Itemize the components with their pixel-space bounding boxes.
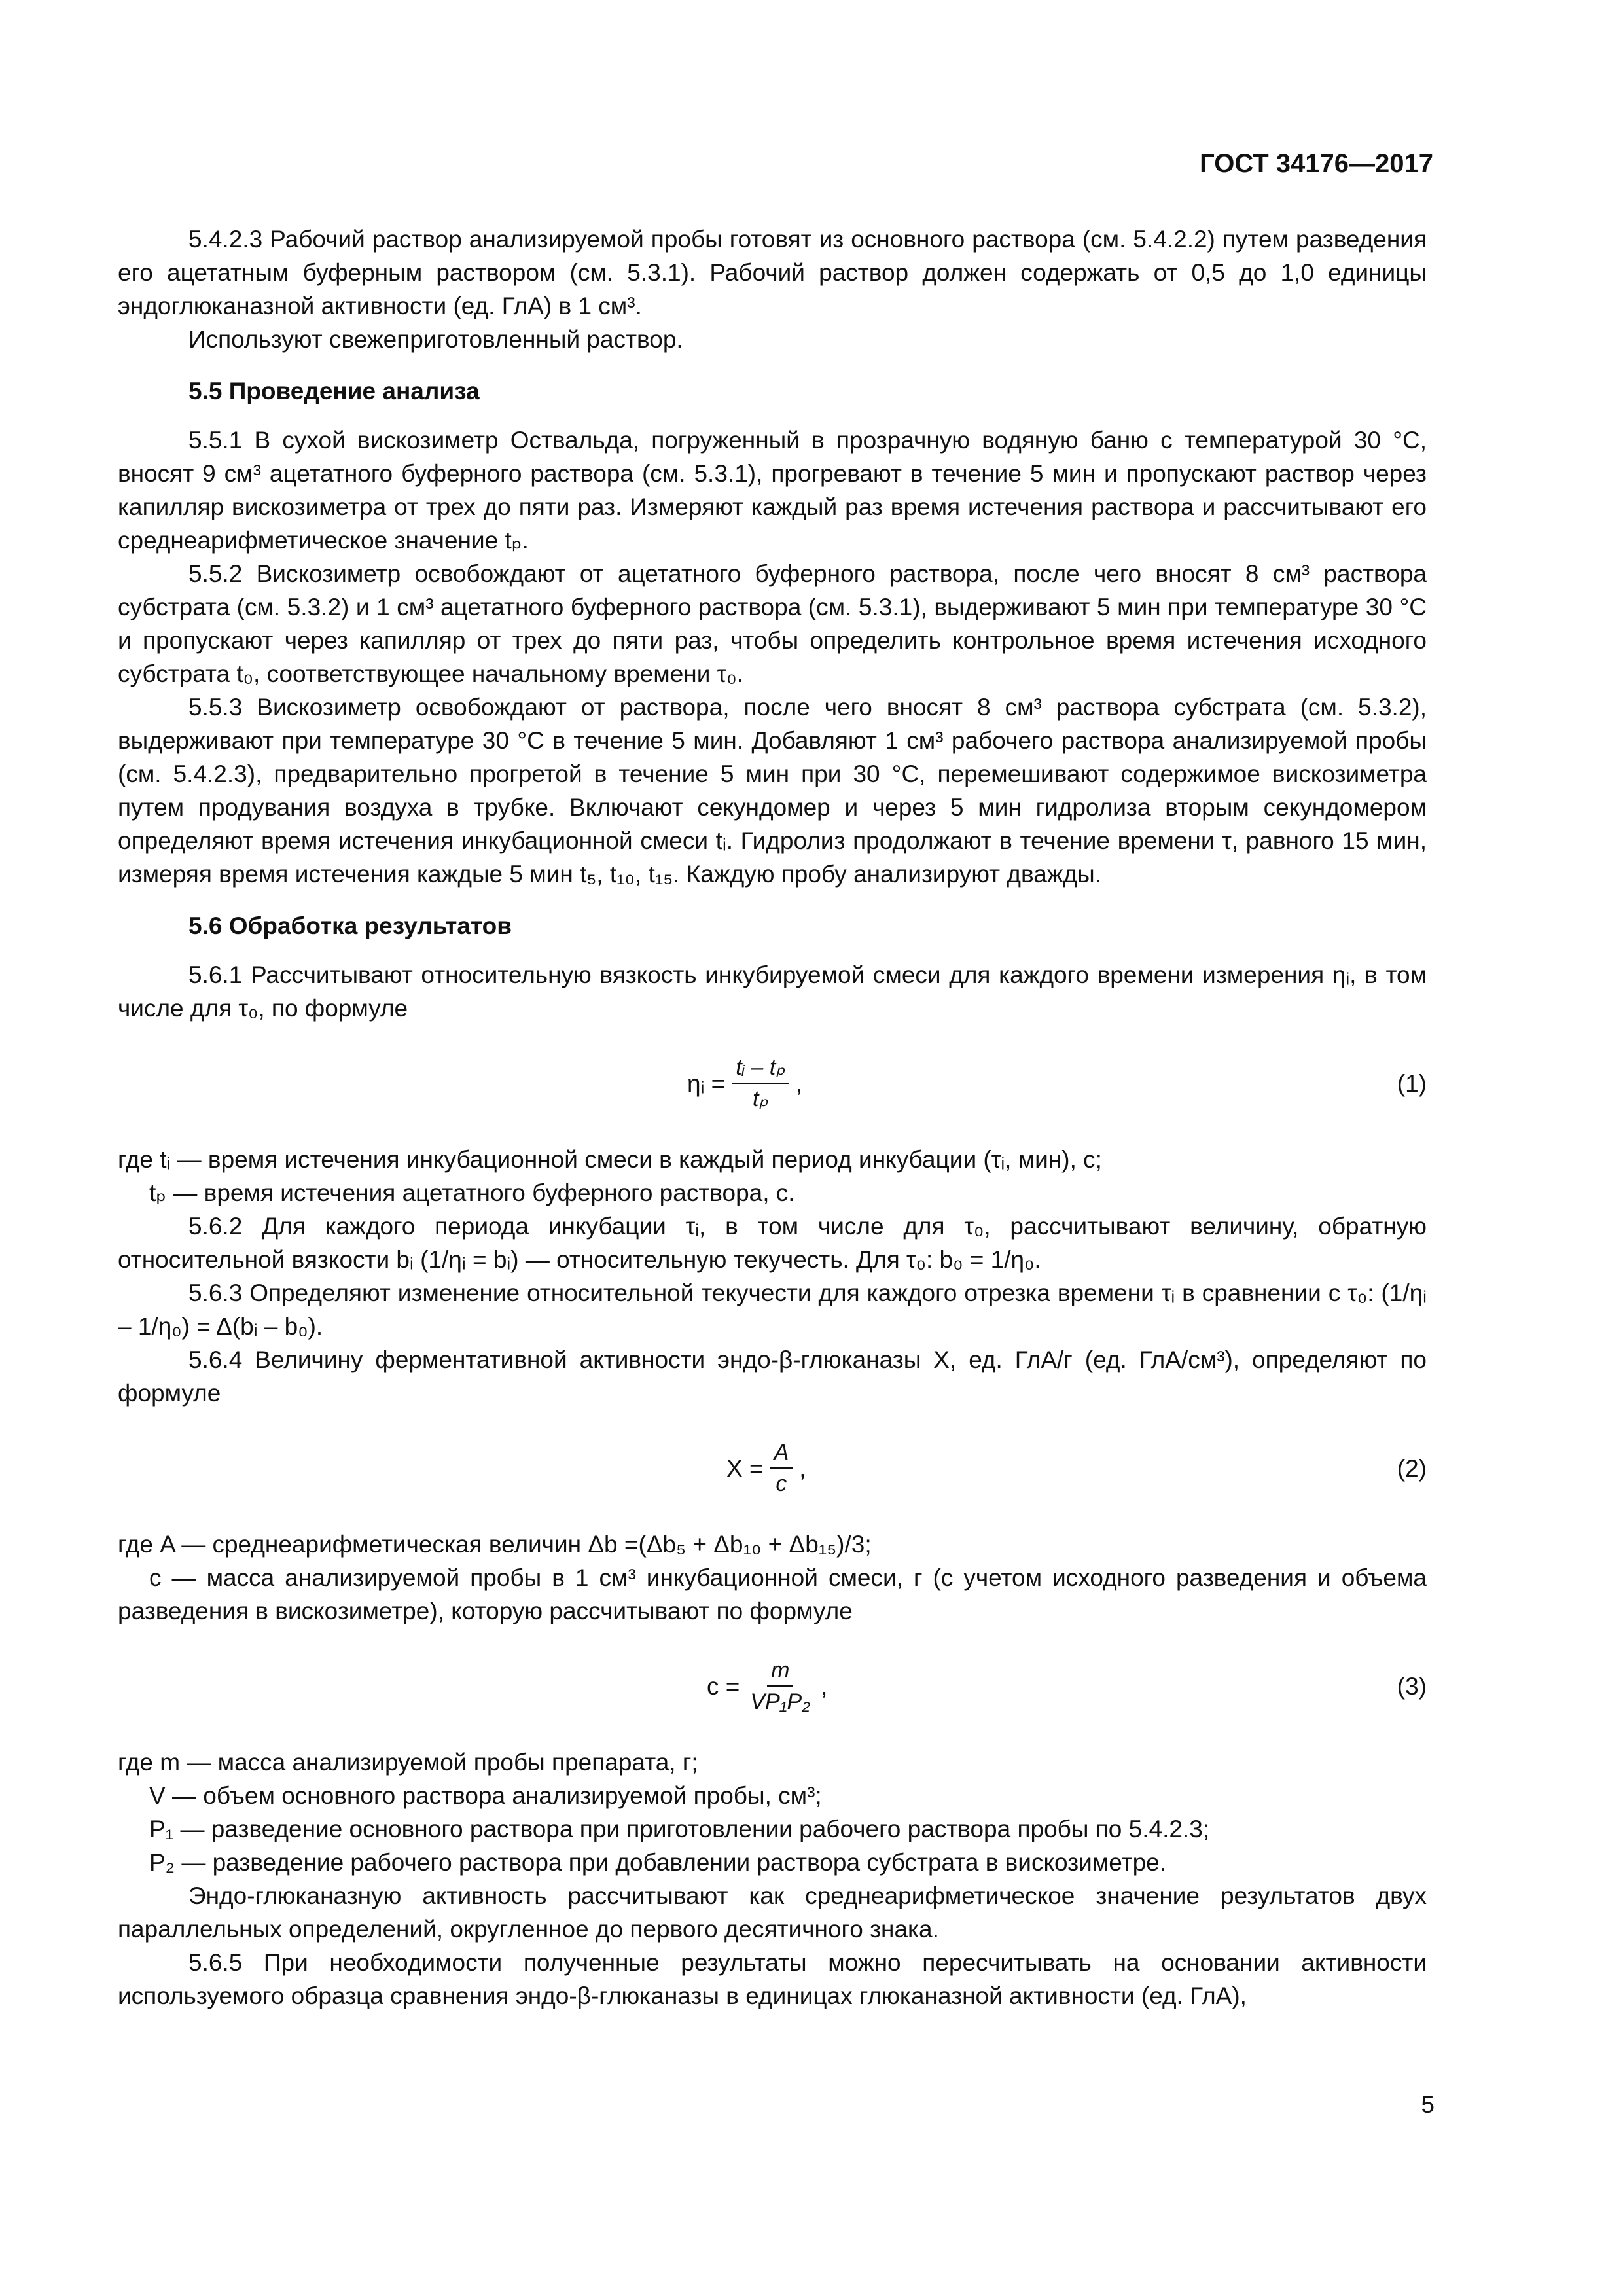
legend-v: V — объем основного раствора анализируемой пробы, см³; [149, 1782, 822, 1809]
document-body [118, 223, 1427, 2013]
formula-2-fraction [770, 1437, 793, 1499]
paragraph-5-5-2: 5.5.2 Вискозиметр освобождают от ацетатного буферного раствора, после чего вносят 8 см³ раствора субстрата (см. 5.3.2) и 1 см³ ацетатного буферного раствора (см. 5.3.1), выдерживают 5 мин при температуре 30 °С и пропускают через капилляр от трех до пяти раз, чтобы определить контрольное время истечения исходного субстрата t₀, соответствующее начальному времени τ₀. [118, 560, 1427, 687]
formula-2-lhs: X = [726, 1454, 764, 1482]
formula-1-denominator: tₚ [753, 1086, 769, 1111]
legend-m: где m — масса анализируемой пробы препарата, г; [118, 1749, 698, 1776]
formula-1 [118, 1034, 1427, 1132]
page-number: 5 [1421, 2091, 1435, 2118]
formula-2-number: (2) [1397, 1454, 1427, 1482]
formula-2 [118, 1419, 1427, 1517]
formula-1-numerator: tᵢ – tₚ [732, 1052, 789, 1084]
formula-2-denominator: c [776, 1471, 787, 1496]
formula-3-number: (3) [1397, 1672, 1427, 1700]
document-header: ГОСТ 34176—2017 [1200, 149, 1433, 178]
paragraph-5-4-2-3: 5.4.2.3 Рабочий раствор анализируемой пробы готовят из основного раствора (см. 5.4.2.2) путем разведения его ацетатным буферным раствором (см. 5.3.1). Рабочий раствор должен содержать от 0,5 до 1,0 единицы эндоглюканазной активности (ед. ГлА) в 1 см³. [118, 226, 1427, 319]
legend-t-i: где tᵢ — время истечения инкубационной смеси в каждый период инкубации (τᵢ, мин), с; [118, 1146, 1102, 1173]
paragraph-5-6-5: 5.6.5 При необходимости полученные результаты можно пересчитывать на основании активности используемого образца сравнения эндо-β-глюканазы в единицах глюканазной активности (ед. ГлА), [118, 1949, 1427, 2009]
paragraph-5-5-1: 5.5.1 В сухой вискозиметр Оствальда, погруженный в прозрачную водяную баню с температурой 30 °С, вносят 9 см³ ацетатного буферного раствора (см. 5.3.1), прогревают в течение 5 мин и пропускают раствор через капилляр вискозиметра от трех до пяти раз. Измеряют каждый раз время истечения раствора и рассчитывают его среднеарифметическое значение tₚ. [118, 427, 1427, 554]
formula-1-tail: , [795, 1069, 803, 1097]
legend-c: c — масса анализируемой пробы в 1 см³ инкубационной смеси, г (с учетом исходного разведения и объема разведения в вискозиметре), которую рассчитывают по формуле [118, 1564, 1427, 1624]
formula-3-lhs: c = [707, 1672, 740, 1700]
formula-3-denominator: VP₁P₂ [750, 1689, 811, 1714]
formula-2-tail: , [799, 1454, 806, 1482]
formula-1-fraction [732, 1052, 789, 1114]
legend-p2: P₂ — разведение рабочего раствора при добавлении раствора субстрата в вискозиметре. [149, 1849, 1167, 1876]
paragraph-5-6-3: 5.6.3 Определяют изменение относительной текучести для каждого отрезка времени τᵢ в сравнении с τ₀: (1/ηᵢ – 1/η₀) = Δ(bᵢ – b₀). [118, 1280, 1427, 1340]
paragraph-5-6-4: 5.6.4 Величину ферментативной активности эндо-β-глюканазы X, ед. ГлА/г (ед. ГлА/см³), определяют по формуле [118, 1346, 1427, 1407]
legend-a: где A — среднеарифметическая величин Δb =(Δb₅ + Δb₁₀ + Δb₁₅)/3; [118, 1531, 872, 1558]
paragraph-5-4-2-3-note: Используют свежеприготовленный раствор. [188, 326, 683, 353]
formula-1-number: (1) [1397, 1069, 1427, 1097]
formula-3 [118, 1637, 1427, 1735]
section-heading-5-5: 5.5 Проведение анализа [188, 378, 480, 404]
formula-3-numerator: m [767, 1655, 793, 1687]
legend-t-p: tₚ — время истечения ацетатного буферного раствора, с. [149, 1179, 795, 1206]
formula-3-fraction [746, 1655, 814, 1717]
section-heading-5-6: 5.6 Обработка результатов [188, 912, 512, 939]
paragraph-5-6-1: 5.6.1 Рассчитывают относительную вязкость инкубируемой смеси для каждого времени измерения ηᵢ, в том числе для τ₀, по формуле [118, 961, 1427, 1022]
legend-p1: P₁ — разведение основного раствора при приготовлении рабочего раствора пробы по 5.4.2.3; [149, 1816, 1210, 1842]
formula-1-lhs: ηᵢ = [687, 1069, 726, 1097]
paragraph-5-6-4-result: Эндо-глюканазную активность рассчитывают как среднеарифметическое значение результатов двух параллельных определений, округленное до первого десятичного знака. [118, 1882, 1427, 1943]
formula-3-tail: , [821, 1672, 828, 1700]
paragraph-5-5-3: 5.5.3 Вискозиметр освобождают от раствора, после чего вносят 8 см³ раствора субстрата (см. 5.3.2), выдерживают при температуре 30 °С в течение 5 мин. Добавляют 1 см³ рабочего раствора анализируемой пробы (см. 5.4.2.3), предварительно прогретой в течение 5 мин при 30 °С, перемешивают содержимое вискозиметра путем продувания воздуха в трубке. Включают секундомер и через 5 мин гидролиза вторым секундомером определяют время истечения инкубационной смеси tᵢ. Гидролиз продолжают в течение времени τ, равного 15 мин, измеряя время истечения каждые 5 мин t₅, t₁₀, t₁₅. Каждую пробу анализируют дважды. [118, 694, 1427, 888]
formula-2-numerator: A [770, 1437, 793, 1469]
paragraph-5-6-2: 5.6.2 Для каждого периода инкубации τᵢ, в том числе для τ₀, рассчитывают величину, обратную относительной вязкости bᵢ (1/ηᵢ = bᵢ) — относительную текучесть. Для τ₀: b₀ = 1/η₀. [118, 1213, 1427, 1273]
